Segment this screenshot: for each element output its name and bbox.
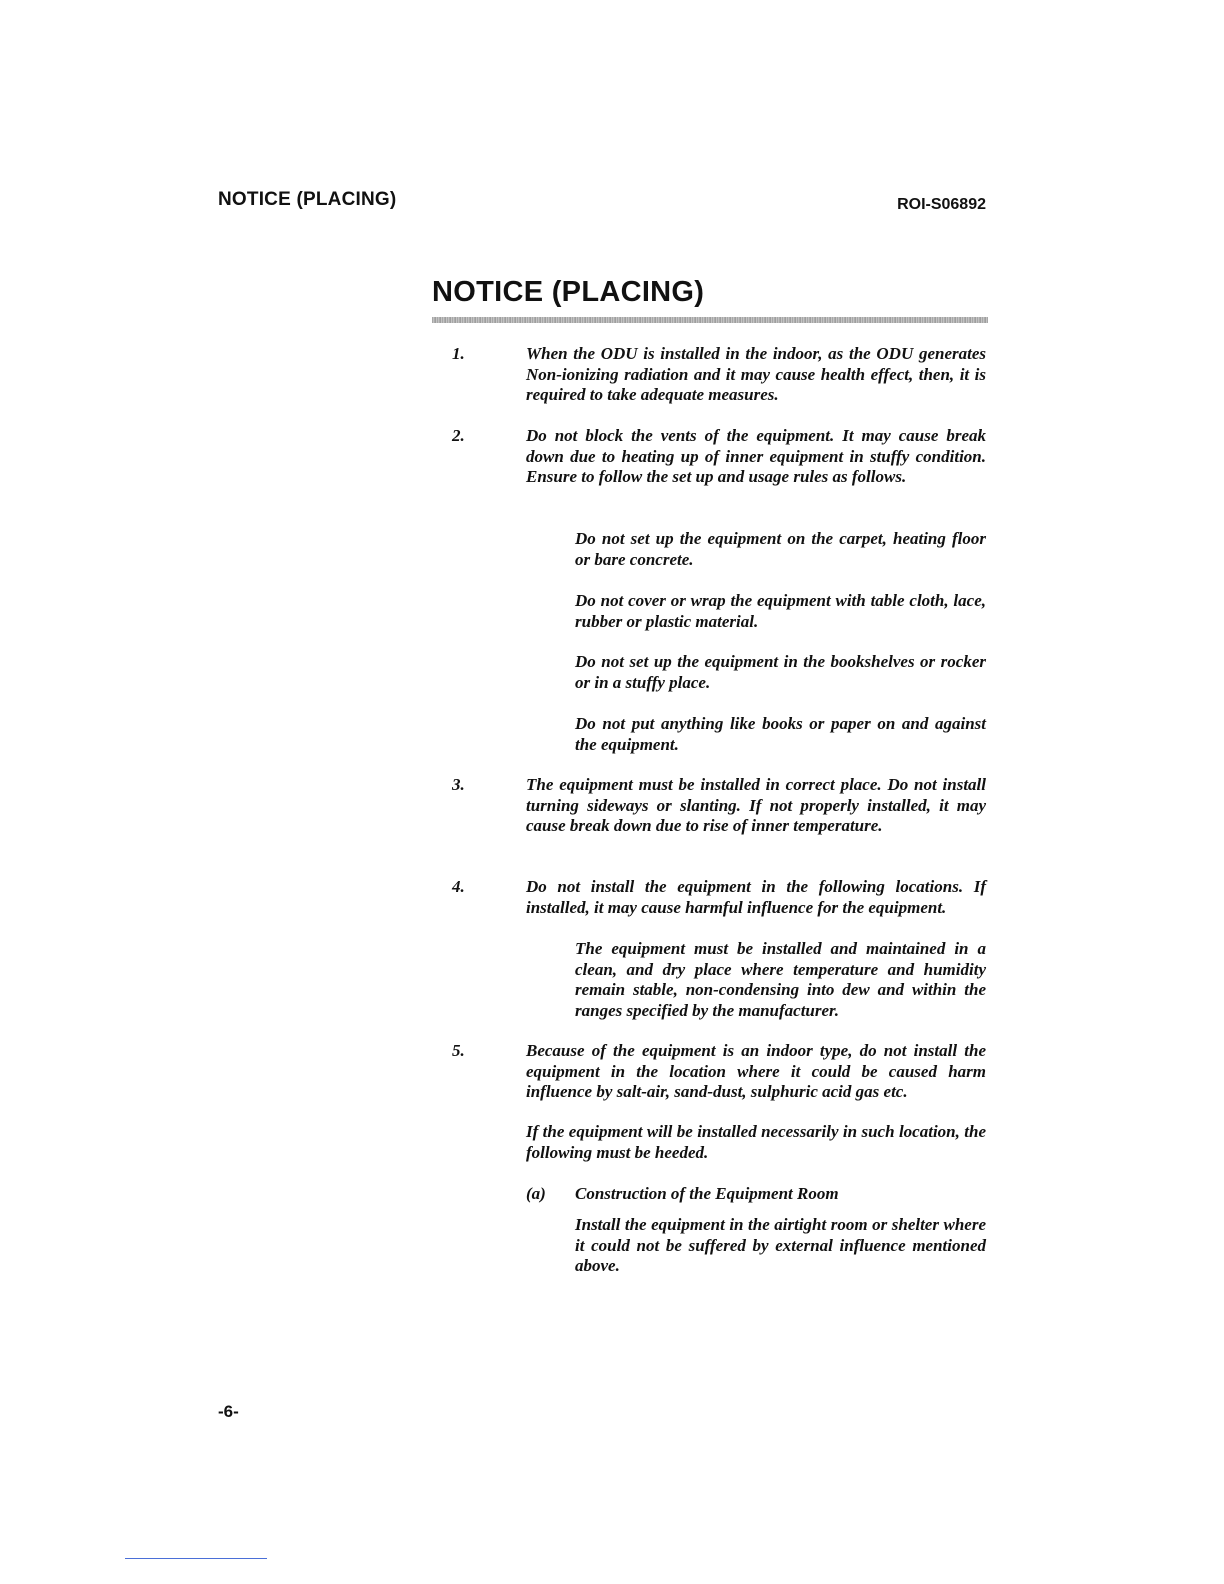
item-number: 4. <box>452 877 465 896</box>
subsection-label: (a) <box>526 1184 546 1203</box>
item-number: 1. <box>452 344 465 363</box>
item-number: 2. <box>452 426 465 445</box>
item-subpoint: Do not cover or wrap the equipment with table cloth, lace, rubber or plastic material. <box>575 591 986 631</box>
subsection-text: Install the equipment in the airtight room or shelter where it could not be suffered by external influence mentioned above. <box>575 1215 986 1275</box>
footer-divider <box>125 1558 267 1559</box>
item-subpoint: Do not set up the equipment in the bookshelves or rocker or in a stuffy place. <box>575 652 986 692</box>
section-title: NOTICE (PLACING) <box>432 276 705 308</box>
running-header-title: NOTICE (PLACING) <box>218 189 397 210</box>
item-text: When the ODU is installed in the indoor, as the ODU generates Non-ionizing radiation and it may cause health effect, then, it is required to take adequate measures. <box>526 344 986 404</box>
item-text: Do not install the equipment in the following locations. If installed, it may cause harmful influence for the equipment. <box>526 877 986 917</box>
item-subpoint: Do not put anything like books or paper on and against the equipment. <box>575 714 986 754</box>
item-text: The equipment must be installed in correct place. Do not install turning sideways or slanting. If not properly installed, it may cause break down due to rise of inner temperature. <box>526 775 986 835</box>
item-number: 5. <box>452 1041 465 1060</box>
item-subpoint: Do not set up the equipment on the carpet, heating floor or bare concrete. <box>575 529 986 569</box>
item-number: 3. <box>452 775 465 794</box>
page-number: -6- <box>218 1402 239 1421</box>
item-extra-text: If the equipment will be installed necessarily in such location, the following must be heeded. <box>526 1122 986 1162</box>
document-code: ROI-S06892 <box>897 196 986 213</box>
item-text: Do not block the vents of the equipment. It may cause break down due to heating up of inner equipment in stuffy condition. Ensure to follow the set up and usage rules as follows. <box>526 426 986 486</box>
item-text: Because of the equipment is an indoor type, do not install the equipment in the location where it could be caused harm influence by salt-air, sand-dust, sulphuric acid gas etc. <box>526 1041 986 1101</box>
subsection-heading: Construction of the Equipment Room <box>575 1184 839 1203</box>
item-subpoint: The equipment must be installed and maintained in a clean, and dry place where temperature and humidity remain stable, non-condensing into dew and within the ranges specified by the manufacturer. <box>575 939 986 1020</box>
